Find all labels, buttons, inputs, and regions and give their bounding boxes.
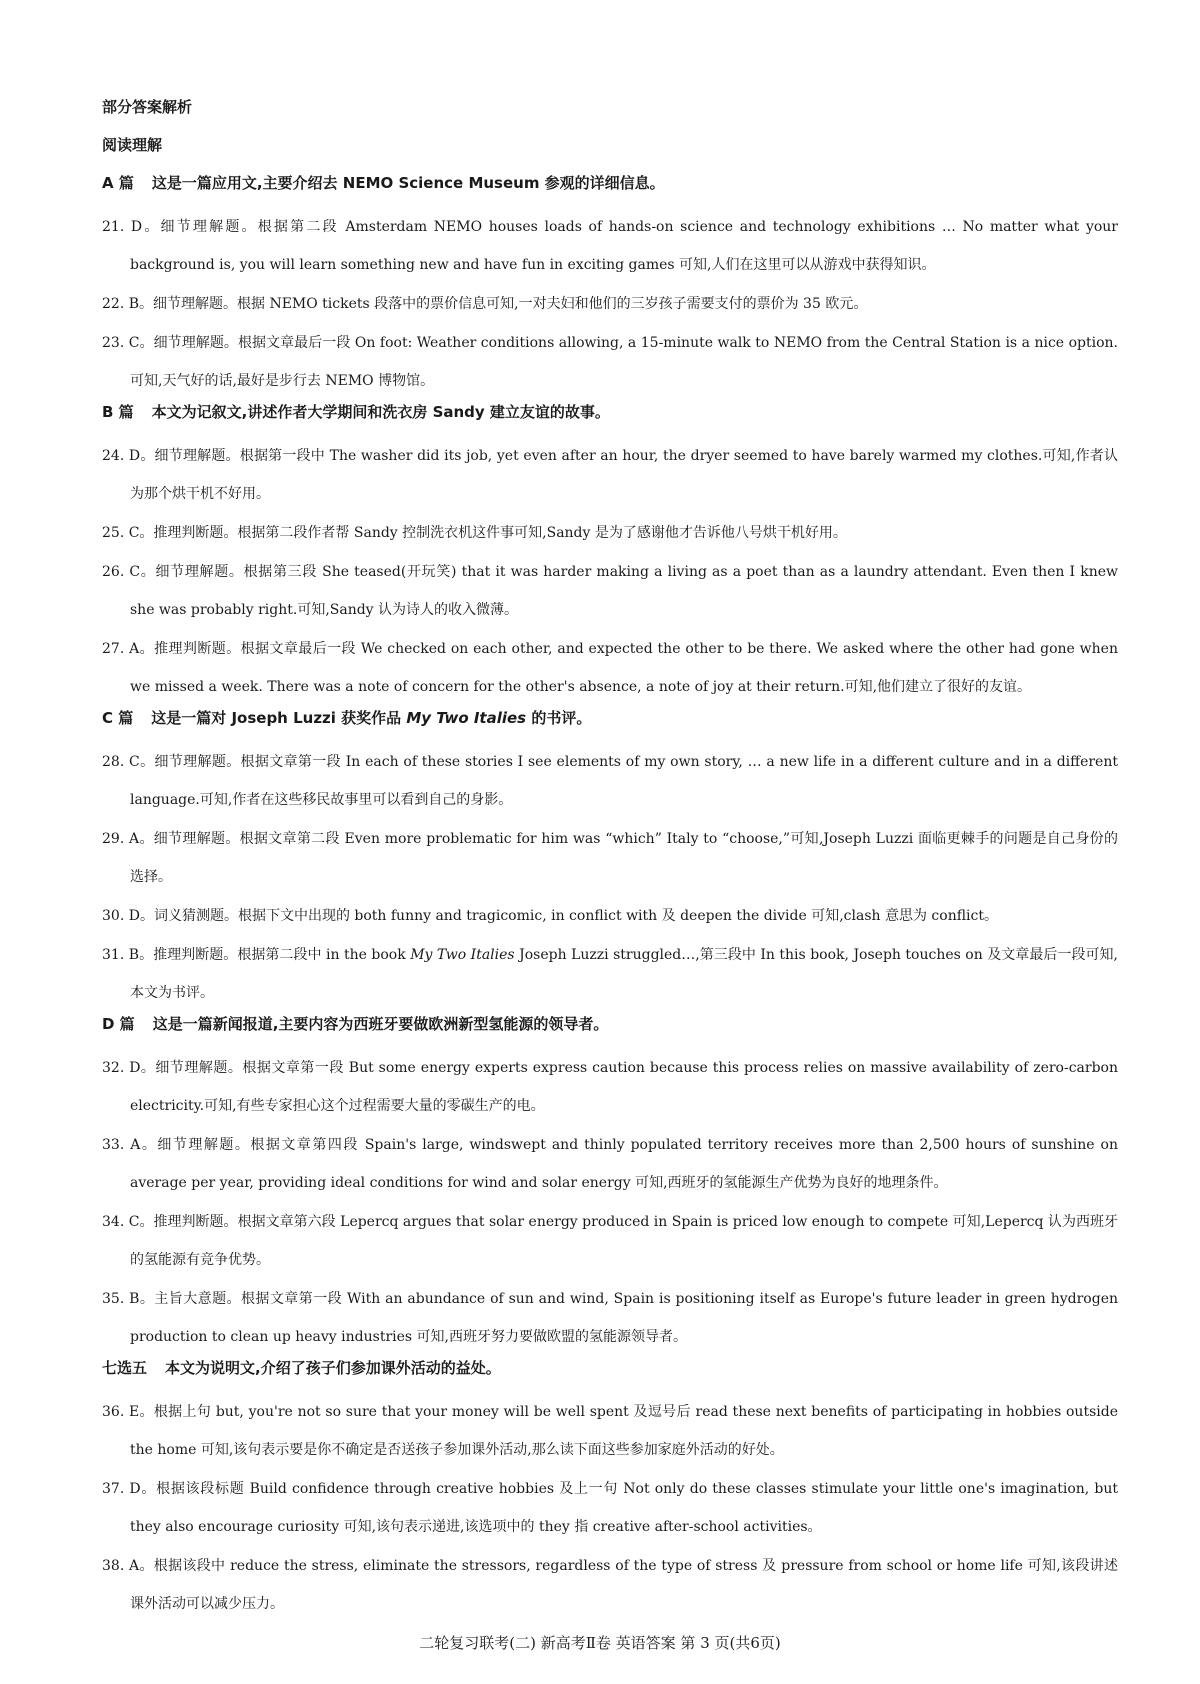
answer-item: 37. D。根据该段标题 Build confidence through creative hobbies 及上一句 Not only do these classes stimulate your little one's imagination, but they also encourage curiosity 可知,该句表示递进,该选项中的 they 指 creative after-school activities。	[102, 1481, 1118, 1535]
answer-item: 25. C。推理判断题。根据第二段作者帮 Sandy 控制洗衣机这件事可知,Sandy 是为了感谢他才告诉他八号烘干机好用。	[102, 525, 847, 541]
section-a-header	[102, 172, 1118, 194]
answer-item: 36. E。根据上句 but, you're not so sure that your money will be well spent 及逗号后 read these next benefits of participating in hobbies outside the home 可知,该句表示要是你不确定是否送孩子参加课外活动,那么读下面这些参加家庭外活动的好处。	[102, 1404, 1118, 1458]
answer-page	[102, 96, 1118, 1624]
answer-item: 38. A。根据该段中 reduce the stress, eliminate the stressors, regardless of the type of stress 及 pressure from school or home life 可知,该段讲述课外活动可以减少压力。	[102, 1558, 1118, 1612]
answer-item: 33. A。细节理解题。根据文章第四段 Spain's large, windswept and thinly populated territory receives more than 2,500 hours of sunshine on average per year, providing ideal conditions for wind and solar energy 可知,西班牙的氢能源生产优势为良好的地理条件。	[102, 1137, 1118, 1191]
page-title: 部分答案解析	[102, 98, 193, 116]
answer-item: 29. A。细节理解题。根据文章第二段 Even more problematic for him was “which” Italy to “choose,”可知,Joseph Luzzi 面临更棘手的问题是自己身份的选择。	[102, 831, 1118, 885]
answer-item: 35. B。主旨大意题。根据文章第一段 With an abundance of sun and wind, Spain is positioning itself as Europe's future leader in green hydrogen production to clean up heavy industries 可知,西班牙努力要做欧盟的氢能源领导者。	[102, 1291, 1118, 1345]
answer-item: 22. B。细节理解题。根据 NEMO tickets 段落中的票价信息可知,一对夫妇和他们的三岁孩子需要支付的票价为 35 欧元。	[102, 296, 868, 312]
section-tag: B 篇	[102, 403, 134, 421]
section-d-header	[102, 1013, 1118, 1035]
answer-item: 31. B。推理判断题。根据第二段中 in the book My Two Italies Joseph Luzzi struggled…,第三段中 In this book, Joseph touches on 及文章最后一段可知,本文为书评。	[102, 947, 1118, 1001]
section-tag: D 篇	[102, 1015, 135, 1033]
section-b-header	[102, 401, 1118, 423]
answer-item: 23. C。细节理解题。根据文章最后一段 On foot: Weather conditions allowing, a 15-minute walk to NEMO from the Central Station is a nice option.可知,天气好的话,最好是步行去 NEMO 博物馆。	[102, 335, 1118, 389]
page-footer: 二轮复习联考(二) 新高考Ⅱ卷 英语答案 第 3 页(共6页)	[419, 1634, 781, 1652]
answer-item: 24. D。细节理解题。根据第一段中 The washer did its job, yet even after an hour, the dryer seemed to have barely warmed my clothes.可知,作者认为那个烘干机不好用。	[102, 448, 1118, 502]
answer-item: 27. A。推理判断题。根据文章最后一段 We checked on each other, and expected the other to be there. We asked where the other had gone when we missed a week. There was a note of concern for the other's absence, a note of joy at their return.可知,他们建立了很好的友谊。	[102, 641, 1118, 695]
section-seven-choose-five-header	[102, 1357, 1118, 1379]
answer-item: 26. C。细节理解题。根据第三段 She teased(开玩笑) that it was harder making a living as a poet than as a laundry attendant. Even then I knew she was probably right.可知,Sandy 认为诗人的收入微薄。	[102, 564, 1118, 618]
answer-item: 34. C。推理判断题。根据文章第六段 Lepercq argues that solar energy produced in Spain is priced low enough to compete 可知,Lepercq 认为西班牙的氢能源有竞争优势。	[102, 1214, 1118, 1268]
book-title: My Two Italies	[406, 709, 527, 727]
section-summary-pre: 这是一篇对 Joseph Luzzi 获奖作品	[151, 709, 407, 727]
section-tag: A 篇	[102, 174, 134, 192]
section-summary: 本文为记叙文,讲述作者大学期间和洗衣房 Sandy 建立友谊的故事。	[151, 403, 610, 421]
answer-item: 30. D。词义猜测题。根据下文中出现的 both funny and tragicomic, in conflict with 及 deepen the divide 可知,clash 意思为 conflict。	[102, 908, 999, 924]
section-c-header	[102, 707, 1118, 729]
section-group-title: 阅读理解	[102, 136, 163, 154]
answer-item: 21. D。细节理解题。根据第二段 Amsterdam NEMO houses loads of hands-on science and technology exhibitions … No matter what your background is, you will learn something new and have fun in exciting games 可知,人们在这里可以从游戏中获得知识。	[102, 219, 1118, 273]
answer-item: 32. D。细节理解题。根据文章第一段 But some energy experts express caution because this process relies on massive availability of zero-carbon electricity.可知,有些专家担心这个过程需要大量的零碳生产的电。	[102, 1060, 1118, 1114]
section-summary: 本文为说明文,介绍了孩子们参加课外活动的益处。	[165, 1359, 501, 1377]
section-tag: 七选五	[102, 1359, 148, 1377]
section-summary: 这是一篇新闻报道,主要内容为西班牙要做欧洲新型氢能源的领导者。	[152, 1015, 609, 1033]
answer-item: 28. C。细节理解题。根据文章第一段 In each of these stories I see elements of my own story, … a new life in a different culture and in a different language.可知,作者在这些移民故事里可以看到自己的身影。	[102, 754, 1118, 808]
section-tag: C 篇	[102, 709, 134, 727]
section-summary: 这是一篇应用文,主要介绍去 NEMO Science Museum 参观的详细信息。	[151, 174, 665, 192]
book-title: My Two Italies	[410, 947, 515, 963]
section-summary-post: 的书评。	[526, 709, 592, 727]
